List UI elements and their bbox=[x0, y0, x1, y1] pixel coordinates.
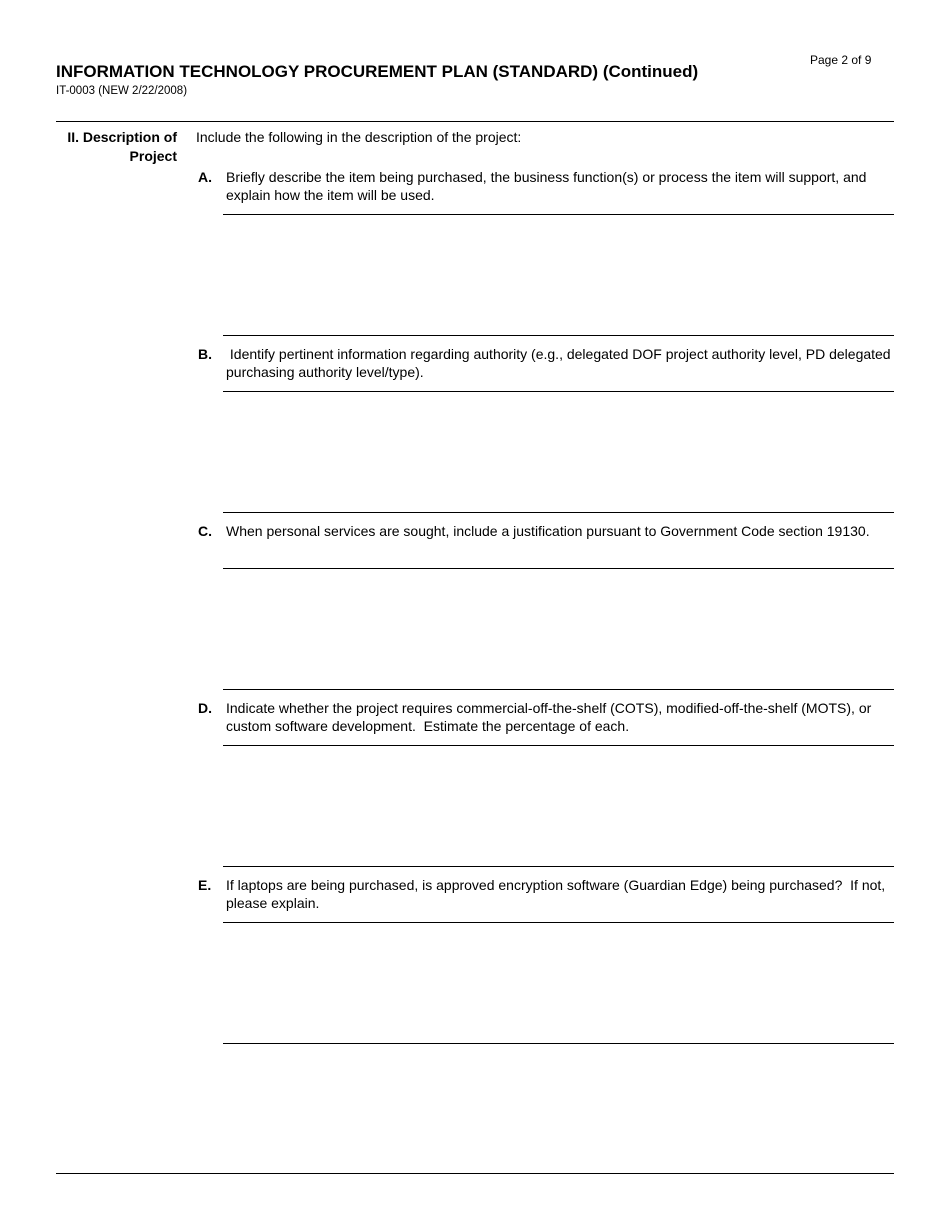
item-b-letter: B. bbox=[198, 346, 212, 362]
item-e-text: If laptops are being purchased, is approved encryption software (Guardian Edge) being purchased? If not, please explain. bbox=[226, 877, 890, 911]
item-a-letter: A. bbox=[198, 169, 212, 185]
item-b-answer-field[interactable] bbox=[223, 392, 894, 512]
item-d-text: Indicate whether the project requires commercial-off-the-shelf (COTS), modified-off-the-shelf (MOTS), or custom software development. Estimate the percentage of each. bbox=[226, 700, 876, 734]
item-d-answer-field[interactable] bbox=[223, 746, 894, 866]
item-e-answer-bottom-rule bbox=[223, 1043, 894, 1044]
item-c-letter: C. bbox=[198, 523, 212, 539]
section-intro: Include the following in the description of the project: bbox=[196, 129, 522, 145]
header-divider bbox=[56, 121, 894, 122]
section-label-line1: II. Description of bbox=[67, 129, 177, 145]
item-c-answer-field[interactable] bbox=[223, 569, 894, 689]
item-c-answer-bottom-rule bbox=[223, 689, 894, 690]
form-number: IT-0003 (NEW 2/22/2008) bbox=[56, 85, 188, 97]
section-label-line2: Project bbox=[129, 148, 177, 164]
item-a-answer-field[interactable] bbox=[223, 215, 894, 335]
page-number: Page 2 of 9 bbox=[810, 53, 872, 67]
item-e-letter: E. bbox=[198, 877, 212, 893]
item-e-answer-field[interactable] bbox=[223, 923, 894, 1043]
item-c-text: When personal services are sought, include a justification pursuant to Government Code section 19130. bbox=[226, 523, 870, 539]
item-d-answer-bottom-rule bbox=[223, 866, 894, 867]
footer-divider bbox=[56, 1173, 894, 1174]
item-d-letter: D. bbox=[198, 700, 212, 716]
item-a-text: Briefly describe the item being purchased, the business function(s) or process the item will support, and explain how the item will be used. bbox=[226, 169, 871, 203]
item-b-text: Identify pertinent information regarding authority (e.g., delegated DOF project authority level, PD delegated purchasing authority level/type). bbox=[226, 346, 895, 380]
form-title: INFORMATION TECHNOLOGY PROCUREMENT PLAN (STANDARD) (Continued) bbox=[56, 62, 699, 81]
section-label bbox=[56, 128, 177, 166]
item-b-answer-bottom-rule bbox=[223, 512, 894, 513]
item-a-answer-bottom-rule bbox=[223, 335, 894, 336]
